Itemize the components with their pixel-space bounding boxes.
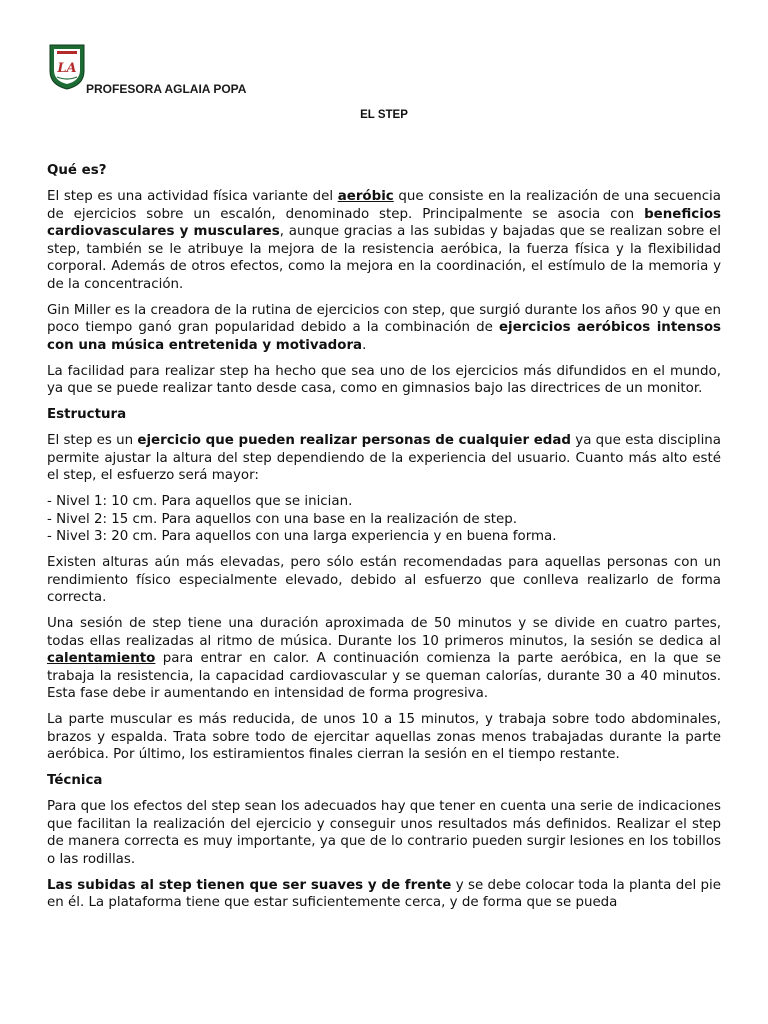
list-item: - Nivel 1: 10 cm. Para aquellos que se inician. <box>47 494 353 509</box>
list-item: - Nivel 3: 20 cm. Para aquellos con una larga experiencia y en buena forma. <box>47 529 557 544</box>
list-item: - Nivel 2: 15 cm. Para aquellos con una base en la realización de step. <box>47 511 518 527</box>
levels-list <box>47 493 721 546</box>
calentamiento-link[interactable]: calentamiento <box>47 651 156 666</box>
paragraph: La facilidad para realizar step ha hecho que sea uno de los ejercicios más difundidos en el mundo, ya que se puede realizar tanto desde casa, como en gimnasios bajo las directrices de un monitor. <box>47 363 721 396</box>
paragraph: El step es un ejercicio que pueden realizar personas de cualquier edad ya que esta disciplina permite ajustar la altura del step dependiendo de la experiencia del usuario. Cuanto más alto esté el step, el esfuerzo será mayor: <box>47 433 721 483</box>
section-heading-que-es: Qué es? <box>47 163 107 178</box>
paragraph: La parte muscular es más reducida, de unos 10 a 15 minutos, y trabaja sobre todo abdominales, brazos y espalda. Trata sobre todo de ejercitar aquellas zonas menos trabajadas durante la parte aeróbica. Por último, los estiramientos finales cierran la sesión en el tiempo restante. <box>47 712 721 762</box>
paragraph: Para que los efectos del step sean los adecuados hay que tener en cuenta una serie de indicaciones que facilitan la realización del ejercicio y conseguir unos resultados más definidos. Realizar el step de manera correcta es muy importante, ya que de lo contrario pueden surgir lesiones en los tobillos o las rodillas. <box>47 799 721 867</box>
paragraph: Gin Miller es la creadora de la rutina de ejercicios con step, que surgió durante los años 90 y que en poco tiempo ganó gran popularidad debido a la combinación de ejercicios aeróbicos intensos con una música entretenida y motivadora. <box>47 302 721 353</box>
document-body <box>47 162 721 920</box>
section-heading-estructura: Estructura <box>47 407 127 422</box>
teacher-name: PROFESORA AGLAIA POPA <box>86 82 247 96</box>
paragraph: Las subidas al step tienen que ser suaves y de frente y se debe colocar toda la planta del pie en él. La plataforma tiene que estar suficientemente cerca, y de forma que se pueda <box>47 877 721 910</box>
paragraph: Una sesión de step tiene una duración aproximada de 50 minutos y se divide en cuatro partes, todas ellas realizadas al ritmo de música. Durante los 10 primeros minutos, la sesión se dedica al calentamiento para entrar en calor. A continuación comienza la parte aeróbica, en la que se trabaja la resistencia, la capacidad cardiovascular y se queman calorías, durante 30 a 40 minutos. Esta fase debe ir aumentando en intensidad de forma progresiva. <box>47 616 721 701</box>
section-heading-tecnica: Técnica <box>47 773 103 788</box>
aerobic-link[interactable]: aeróbic <box>337 189 394 204</box>
logo-monogram: LA <box>57 61 77 76</box>
document-title: EL STEP <box>360 109 408 121</box>
paragraph: El step es una actividad física variante del aeróbic que consiste en la realización de una secuencia de ejercicios sobre un escalón, denominado step. Principalmente se asocia con beneficios cardiovasculares y musculares, aunque gracias a las subidas y bajadas que se realizan sobre el step, también se le atribuye la mejora de la resistencia aeróbica, la fuerza física y la flexibilidad corporal. Además de otros efectos, como la mejora en la coordinación, el estímulo de la memoria y de la concentración. <box>47 189 722 292</box>
school-crest-logo <box>48 43 86 91</box>
paragraph: Existen alturas aún más elevadas, pero sólo están recomendadas para aquellas personas con un rendimiento físico especialmente elevado, debido al esfuerzo que conlleva realizarlo de forma correcta. <box>47 555 721 605</box>
